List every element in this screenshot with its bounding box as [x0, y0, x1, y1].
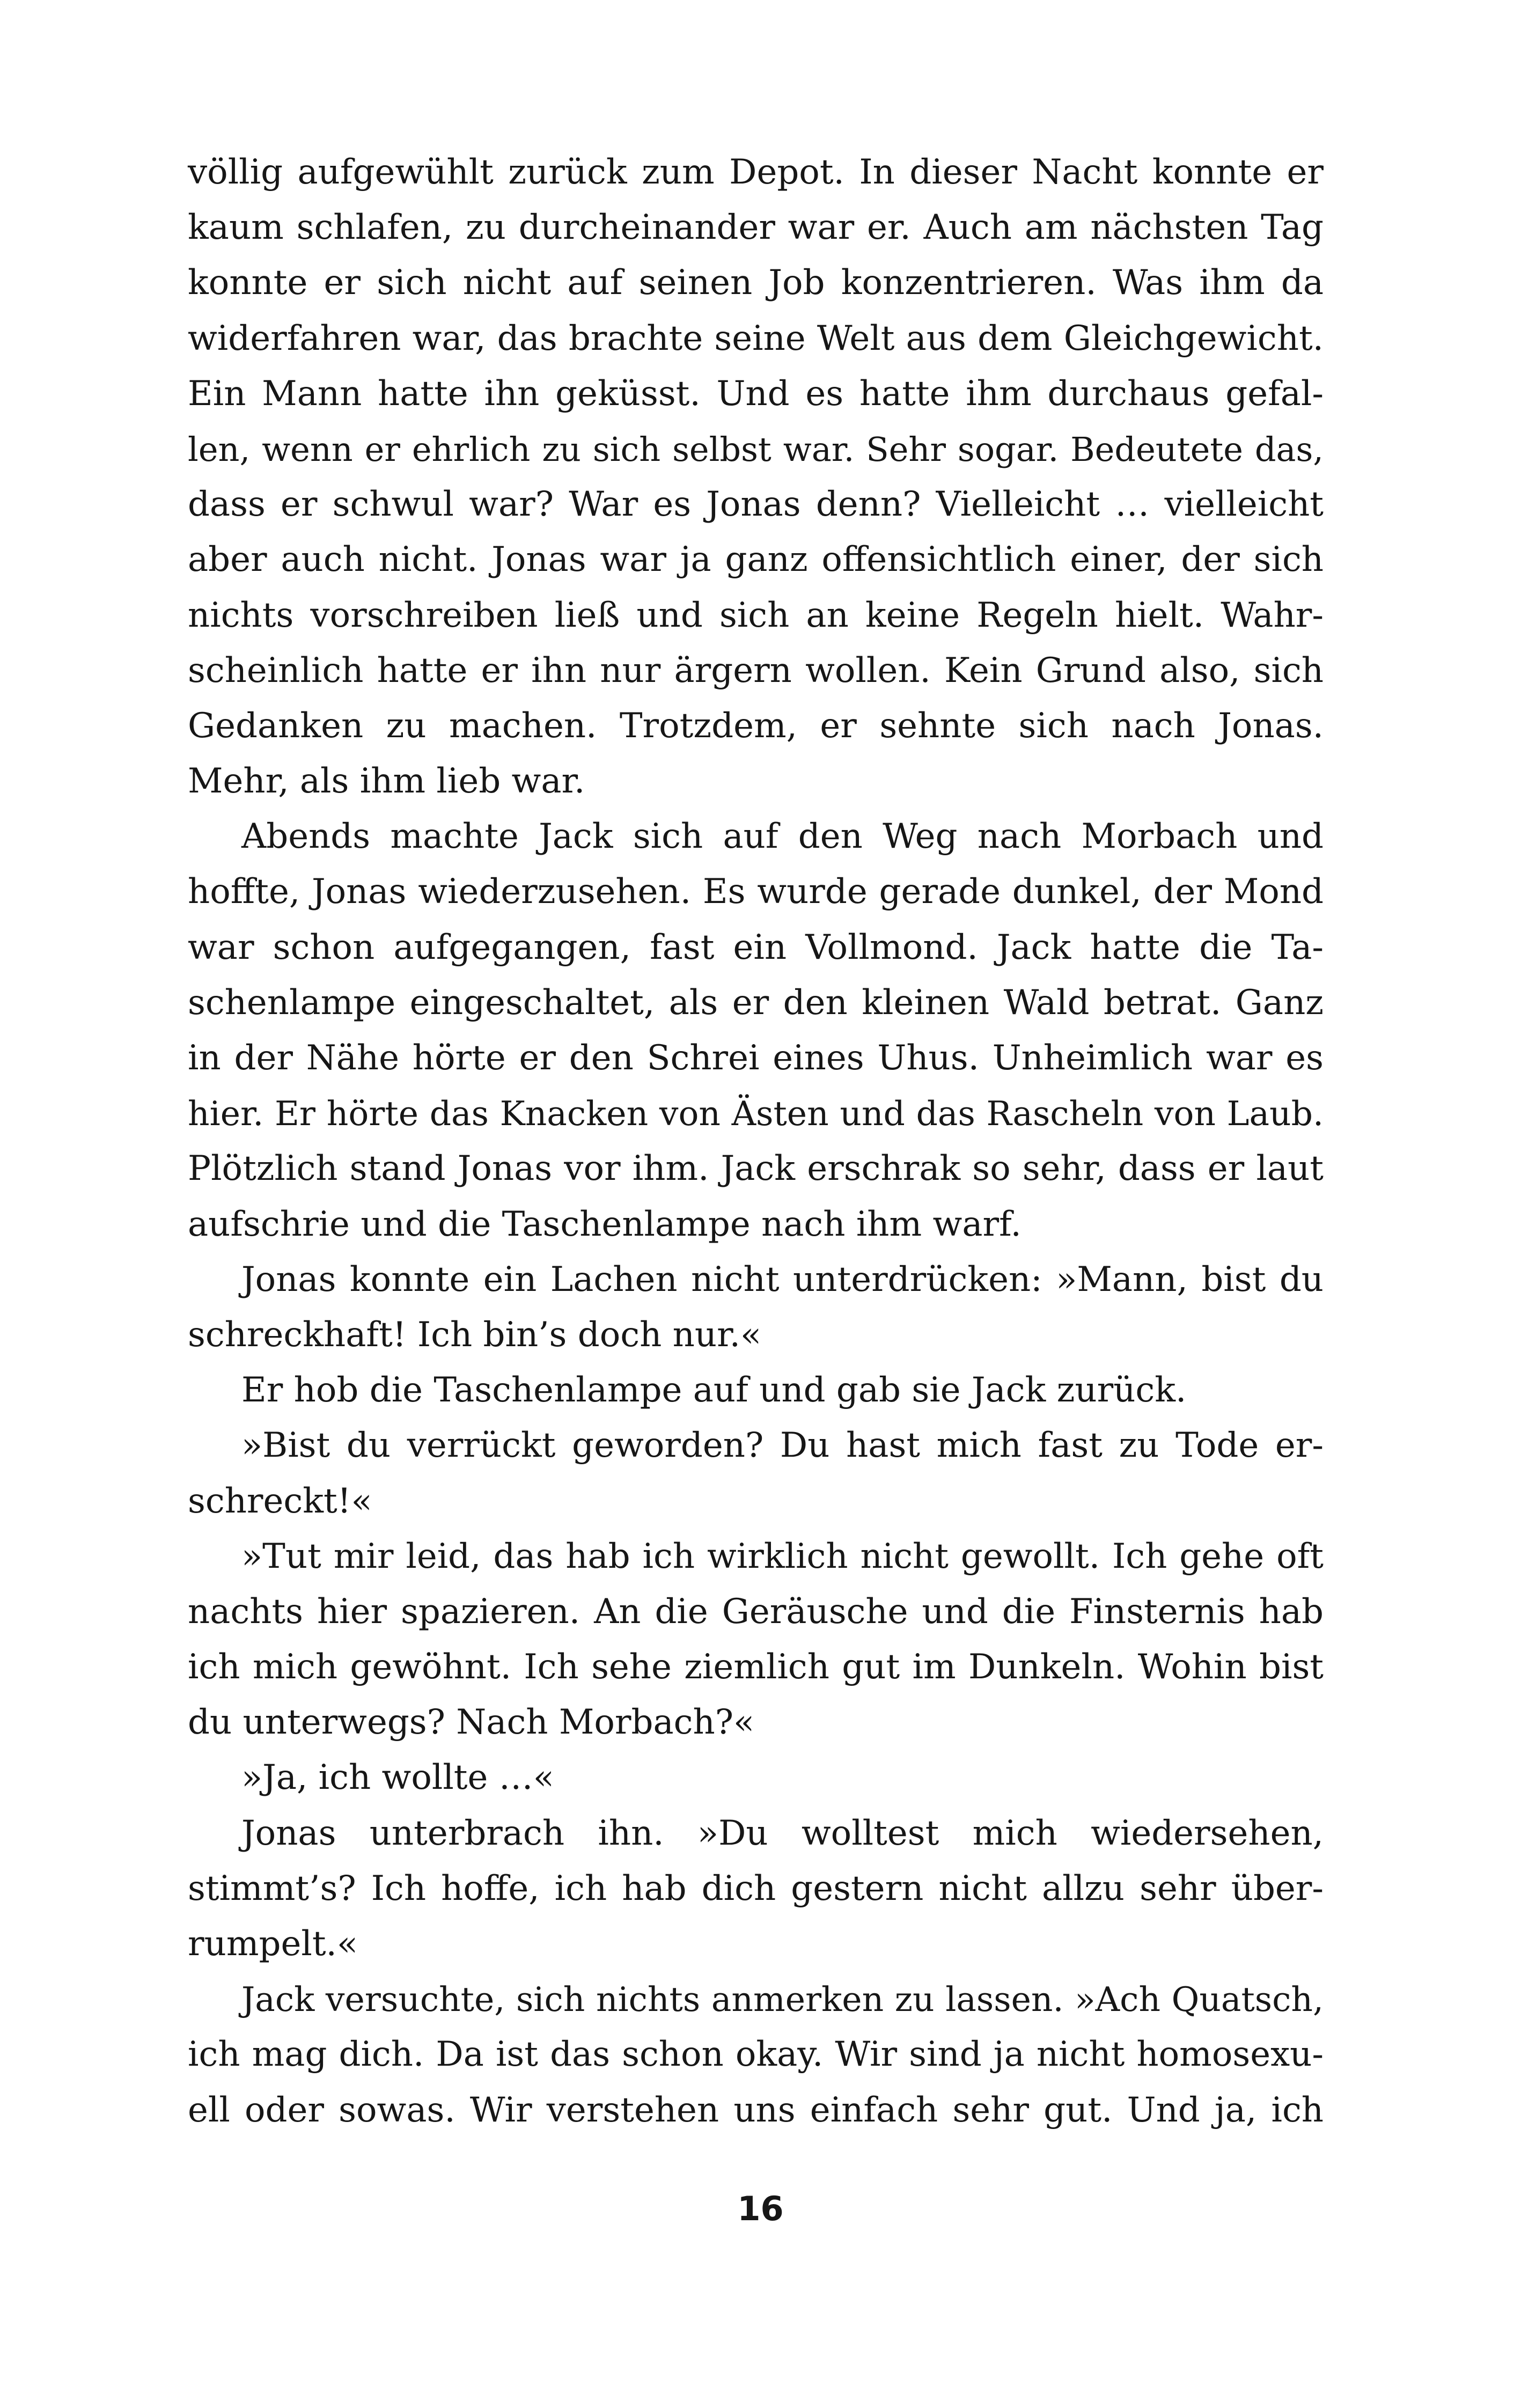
text-line: nachts hier spazieren. An die Geräusche und die Finsternis hab: [188, 1591, 1324, 1632]
text-line: schreckhaft! Ich bin’s doch nur.«: [188, 1315, 762, 1355]
page-number: 16: [737, 2189, 784, 2228]
text-line: Jonas konnte ein Lachen nicht unterdrücken: »Mann, bist du: [241, 1259, 1324, 1300]
text-line: hier. Er hörte das Knacken von Ästen und das Rascheln von Laub.: [188, 1094, 1324, 1134]
text-line: Ein Mann hatte ihn geküsst. Und es hatte ihm durchaus gefal-: [188, 373, 1324, 414]
text-line: aber auch nicht. Jonas war ja ganz offensichtlich einer, der sich: [188, 540, 1324, 580]
text-line: »Ja, ich wollte …«: [241, 1758, 554, 1798]
text-line: kaum schlafen, zu durcheinander war er. Auch am nächsten Tag: [188, 208, 1324, 248]
paragraph: [188, 1363, 1324, 1418]
paragraph: [188, 145, 1324, 809]
text-line: stimmt’s? Ich hoffe, ich hab dich gestern nicht allzu sehr über-: [188, 1868, 1324, 1908]
text-line: Gedanken zu machen. Trotzdem, er sehnte sich nach Jonas.: [188, 706, 1324, 746]
text-line: schenlampe eingeschaltet, als er den kleinen Wald betrat. Ganz: [188, 982, 1324, 1023]
text-line: ich mich gewöhnt. Ich sehe ziemlich gut im Dunkeln. Wohin bist: [188, 1647, 1324, 1687]
text-line: Abends machte Jack sich auf den Weg nach Morbach und: [241, 817, 1324, 857]
text-line: ich mag dich. Da ist das schon okay. Wir sind ja nicht homosexu-: [188, 2035, 1324, 2075]
paragraph: [188, 1806, 1324, 1972]
text-line: scheinlich hatte er ihn nur ärgern wollen. Kein Grund also, sich: [188, 650, 1324, 691]
text-line: schreckt!«: [188, 1481, 372, 1521]
text-line: nichts vorschreiben ließ und sich an keine Regeln hielt. Wahr-: [188, 595, 1324, 635]
paragraph: [188, 1972, 1324, 2138]
paragraph: [188, 1252, 1324, 1363]
text-line: widerfahren war, das brachte seine Welt aus dem Gleichgewicht.: [188, 318, 1324, 358]
paragraph: [188, 1529, 1324, 1751]
text-line: Mehr, als ihm lieb war.: [188, 761, 585, 802]
paragraph: [188, 1418, 1324, 1529]
body-text: [188, 145, 1324, 2138]
text-line: aufschrie und die Taschenlampe nach ihm warf.: [188, 1204, 1022, 1244]
paragraph: [188, 1750, 1324, 1805]
text-line: »Bist du verrückt geworden? Du hast mich fast zu Tode er-: [241, 1426, 1324, 1466]
text-line: rumpelt.«: [188, 1924, 358, 1964]
text-line: Plötzlich stand Jonas vor ihm. Jack erschrak so sehr, dass er laut: [188, 1149, 1324, 1189]
text-line: len, wenn er ehrlich zu sich selbst war. Sehr sogar. Bedeutete das,: [188, 429, 1324, 469]
text-line: hoffte, Jonas wiederzusehen. Es wurde gerade dunkel, der Mond: [188, 872, 1324, 912]
paragraph: [188, 809, 1324, 1252]
text-line: ell oder sowas. Wir verstehen uns einfach sehr gut. Und ja, ich: [188, 2090, 1324, 2130]
text-line: Jack versuchte, sich nichts anmerken zu lassen. »Ach Quatsch,: [241, 1980, 1324, 2020]
text-line: war schon aufgegangen, fast ein Vollmond. Jack hatte die Ta-: [188, 927, 1324, 967]
text-line: Jonas unterbrach ihn. »Du wolltest mich wiedersehen,: [241, 1813, 1324, 1853]
text-line: du unterwegs? Nach Morbach?«: [188, 1702, 755, 1743]
text-line: völlig aufgewühlt zurück zum Depot. In dieser Nacht konnte er: [188, 152, 1324, 192]
text-line: Er hob die Taschenlampe auf und gab sie Jack zurück.: [241, 1370, 1187, 1411]
text-line: konnte er sich nicht auf seinen Job konzentrieren. Was ihm da: [188, 263, 1324, 303]
text-line: in der Nähe hörte er den Schrei eines Uhus. Unheimlich war es: [188, 1038, 1324, 1078]
text-line: »Tut mir leid, das hab ich wirklich nicht gewollt. Ich gehe oft: [241, 1536, 1324, 1576]
text-line: dass er schwul war? War es Jonas denn? Vielleicht … vielleicht: [188, 484, 1324, 525]
